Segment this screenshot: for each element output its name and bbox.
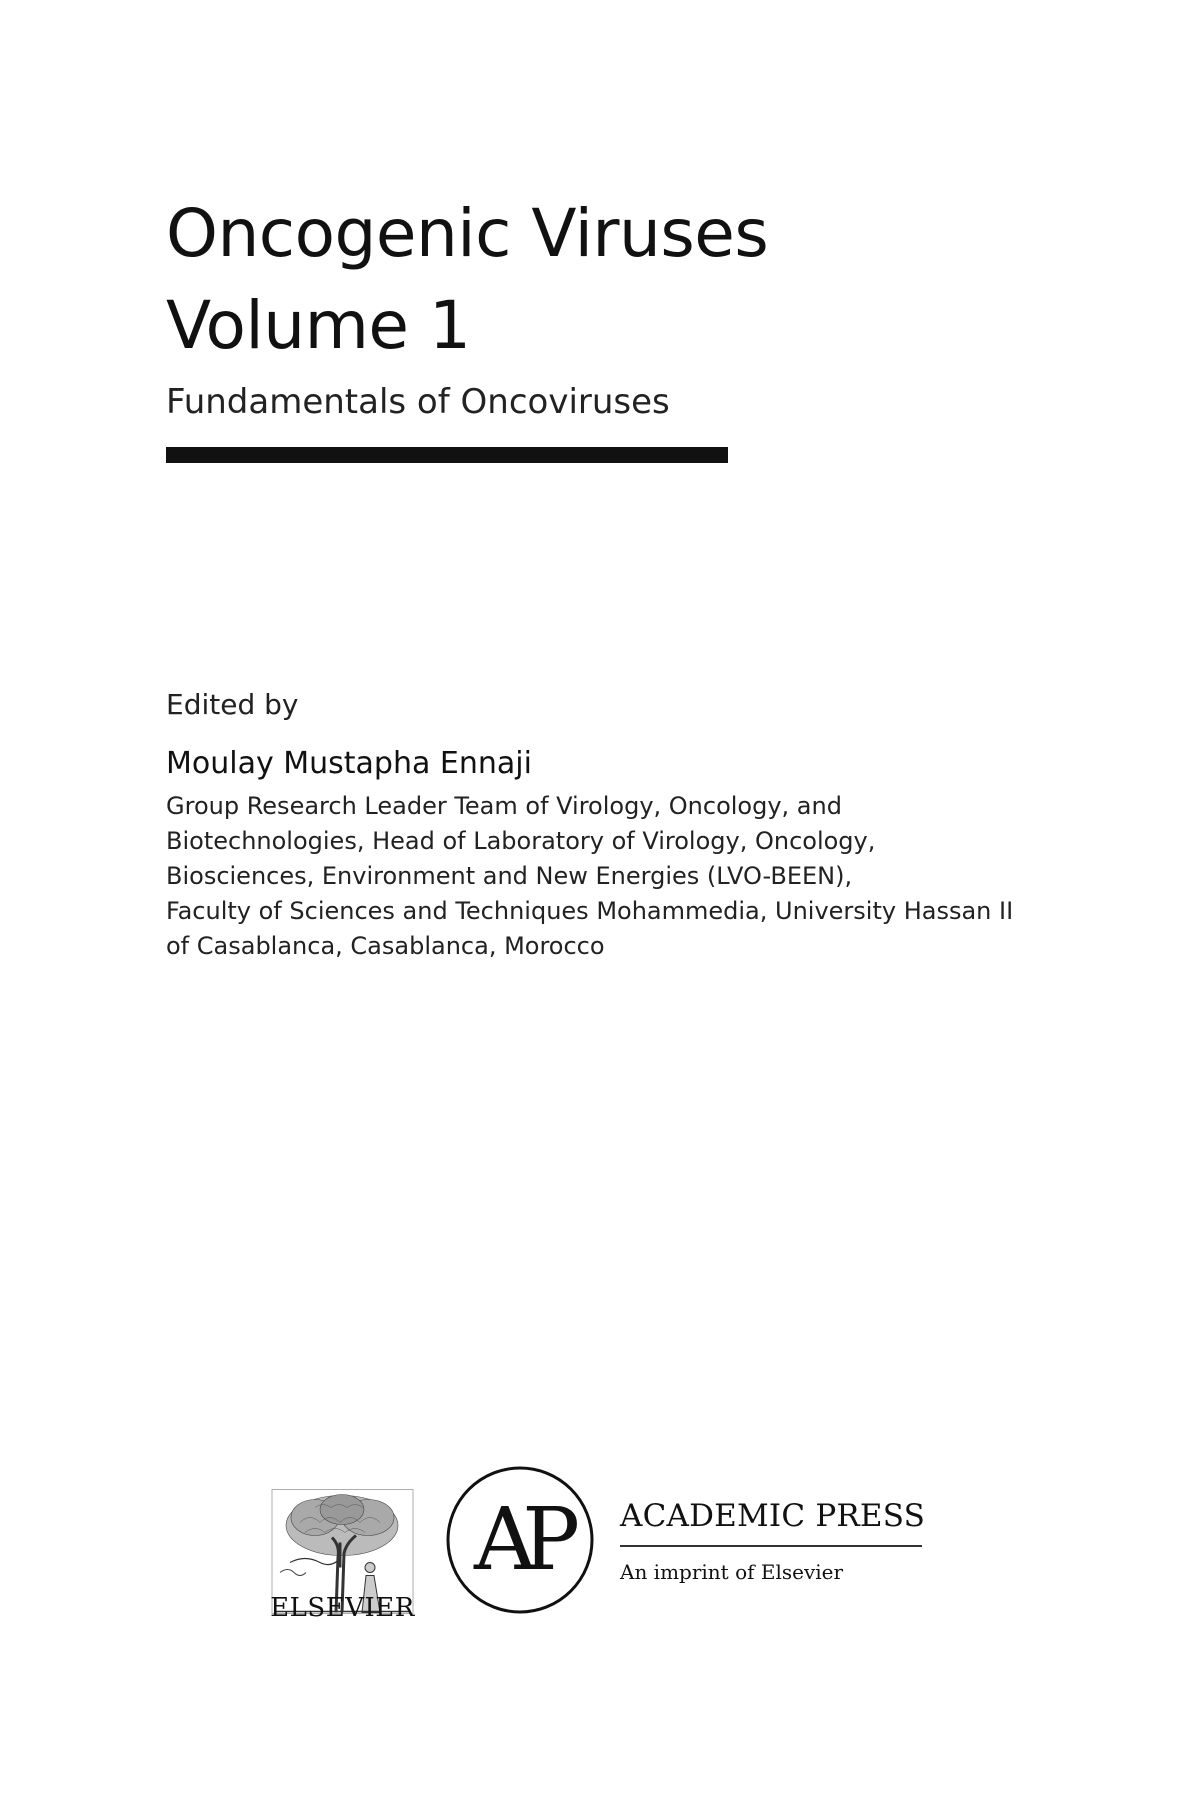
affiliation-line: of Casablanca, Casablanca, Morocco bbox=[166, 932, 605, 960]
book-subtitle: Fundamentals of Oncoviruses bbox=[166, 382, 670, 422]
imprint-line: An imprint of Elsevier bbox=[620, 1560, 844, 1584]
affiliation-line: Group Research Leader Team of Virology, Oncology, and bbox=[166, 792, 842, 820]
editor-name: Moulay Mustapha Ennaji bbox=[166, 746, 532, 781]
book-title-line-1: Oncogenic Viruses bbox=[166, 195, 769, 272]
publisher-logos bbox=[270, 1465, 970, 1645]
affiliation-line: Faculty of Sciences and Techniques Mohammedia, University Hassan II bbox=[166, 897, 1014, 925]
ap-monogram-icon bbox=[445, 1465, 595, 1615]
book-title-line-2: Volume 1 bbox=[166, 287, 471, 364]
academic-press-rule bbox=[620, 1545, 922, 1547]
elsevier-wordmark: ELSEVIER bbox=[270, 1593, 415, 1623]
title-block bbox=[166, 188, 1146, 424]
title-rule bbox=[166, 447, 728, 463]
academic-press-wordmark: ACADEMIC PRESS bbox=[620, 1498, 926, 1534]
affiliation-line: Biosciences, Environment and New Energies (LVO-BEEN), bbox=[166, 862, 853, 890]
affiliation-line: Biotechnologies, Head of Laboratory of Virology, Oncology, bbox=[166, 827, 876, 855]
editor-affiliation bbox=[166, 789, 1126, 964]
edited-by-label: Edited by bbox=[166, 688, 299, 721]
ap-monogram-text: AP bbox=[474, 1490, 566, 1590]
editor-block bbox=[166, 685, 1126, 964]
